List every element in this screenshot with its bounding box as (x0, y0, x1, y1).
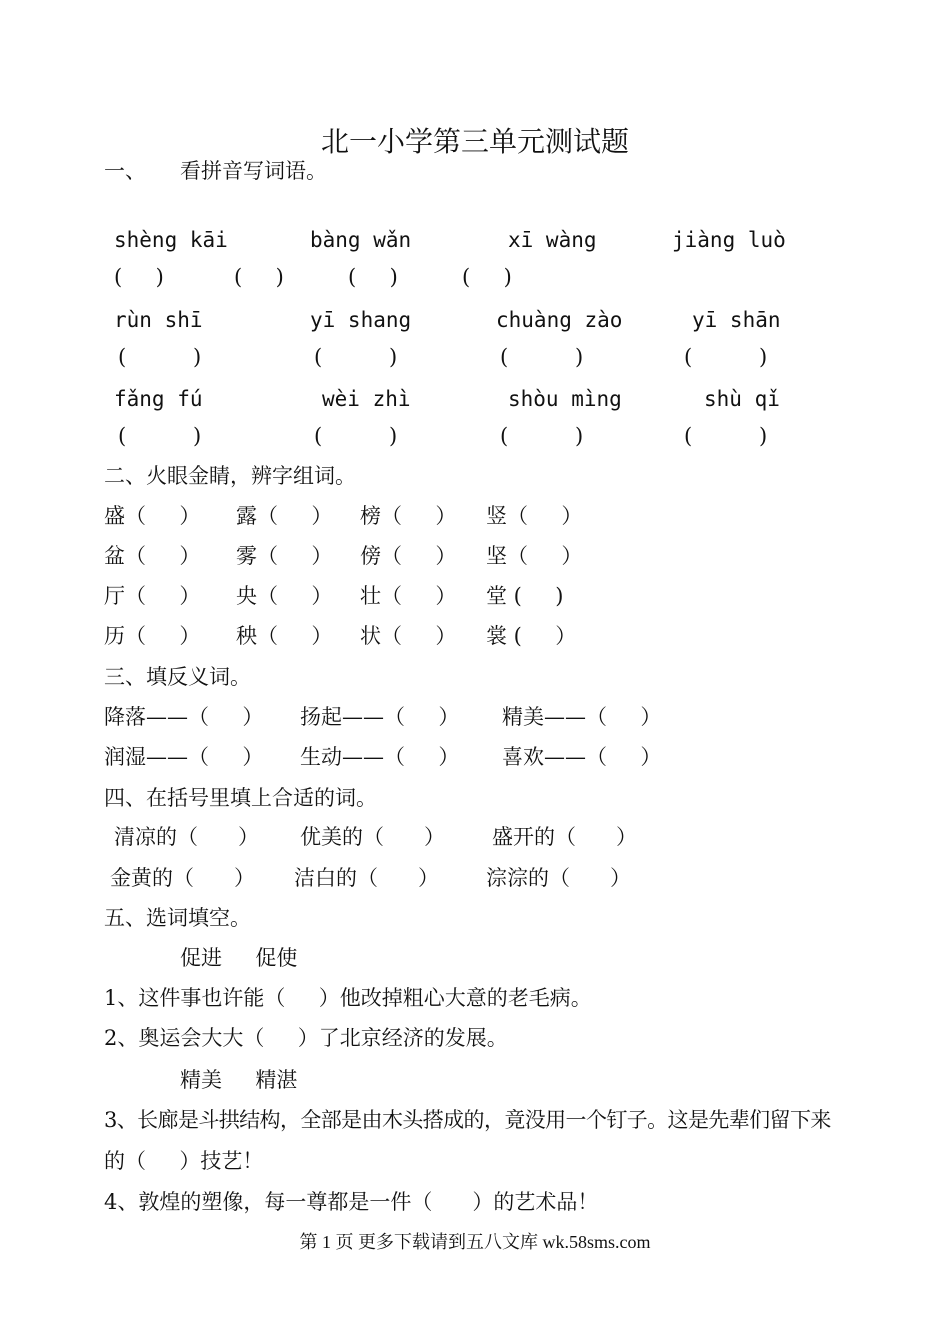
section-1-heading: 看拼音写词语。 (180, 159, 327, 183)
question-1[interactable]: 1、这件事也许能（ ）他改掉粗心大意的老毛病。 (104, 986, 592, 1010)
pinyin: shù qǐ (704, 387, 780, 411)
antonym-item[interactable]: 精美——（ ） (502, 705, 662, 729)
section-1-number: 一、 (104, 159, 146, 183)
answer-blank[interactable]: ( ) (314, 345, 398, 369)
word-choices-1: 促进 促使 (180, 946, 298, 970)
char-item[interactable]: 露（ ） (236, 504, 333, 528)
char-item[interactable]: 盆（ ） (104, 544, 201, 568)
pinyin: bàng wǎn (310, 228, 412, 252)
section-4-heading: 四、在括号里填上合适的词。 (104, 786, 377, 810)
pinyin: yī shang (310, 308, 412, 332)
antonym-item[interactable]: 润湿——（ ） (104, 745, 264, 769)
antonym-item[interactable]: 降落——（ ） (104, 705, 264, 729)
section-3-heading: 三、填反义词。 (104, 665, 251, 689)
char-item[interactable]: 竖（ ） (486, 504, 583, 528)
char-item[interactable]: 厅（ ） (104, 584, 201, 608)
answer-blank[interactable]: ( ) (114, 265, 164, 289)
pinyin: wèi zhì (322, 387, 411, 411)
char-item[interactable]: 傍（ ） (360, 544, 457, 568)
answer-blank[interactable]: ( ) (684, 424, 768, 448)
pinyin: shòu mìng (508, 387, 622, 411)
char-item[interactable]: 雾（ ） (236, 544, 333, 568)
pinyin: rùn shī (114, 308, 203, 332)
pinyin: yī shān (692, 308, 781, 332)
question-3-line-1[interactable]: 3、长廊是斗拱结构，全部是由木头搭成的，竟没用一个钉子。这是先辈们留下来 (104, 1108, 831, 1132)
page-footer: 第 1 页 更多下载请到五八文库 wk.58sms.com (299, 1232, 651, 1252)
question-3-line-2[interactable]: 的（ ）技艺！ (104, 1149, 264, 1173)
char-item[interactable]: 盛（ ） (104, 504, 201, 528)
char-item[interactable]: 榜（ ） (360, 504, 457, 528)
answer-blank[interactable]: ( ) (684, 345, 768, 369)
char-item[interactable]: 坚（ ） (486, 544, 583, 568)
char-item[interactable]: 堂 ( ) (486, 584, 564, 608)
pinyin: jiàng luò (672, 228, 786, 252)
antonym-item[interactable]: 喜欢——（ ） (502, 745, 662, 769)
question-2[interactable]: 2、奥运会大大（ ）了北京经济的发展。 (104, 1026, 508, 1050)
pinyin: fǎng fú (114, 387, 203, 411)
answer-blank[interactable]: ( ) (500, 345, 584, 369)
pinyin: chuàng zào (496, 308, 623, 332)
pinyin: xī wàng (508, 228, 597, 252)
word-choices-2: 精美 精湛 (180, 1068, 298, 1092)
char-item[interactable]: 秧（ ） (236, 624, 333, 648)
adjective-item[interactable]: 洁白的（ ） (294, 866, 440, 890)
section-2-heading: 二、火眼金睛，辨字组词。 (104, 464, 356, 488)
answer-blank[interactable]: ( ) (118, 345, 202, 369)
char-item[interactable]: 历（ ） (104, 624, 201, 648)
pinyin: shèng kāi (114, 228, 228, 252)
char-item[interactable]: 裳 ( ） (486, 624, 577, 648)
section-5-heading: 五、选词填空。 (104, 906, 251, 930)
char-item[interactable]: 央（ ） (236, 584, 333, 608)
answer-blank[interactable]: ( ) (462, 265, 512, 289)
adjective-item[interactable]: 清凉的（ ） (114, 825, 260, 849)
adjective-item[interactable]: 金黄的（ ） (110, 866, 256, 890)
answer-blank[interactable]: ( ) (348, 265, 398, 289)
adjective-item[interactable]: 淙淙的（ ） (486, 866, 632, 890)
question-4[interactable]: 4、敦煌的塑像，每一尊都是一件（ ）的艺术品！ (104, 1190, 599, 1214)
char-item[interactable]: 壮（ ） (360, 584, 457, 608)
answer-blank[interactable]: ( ) (118, 424, 202, 448)
antonym-item[interactable]: 生动——（ ） (300, 745, 460, 769)
answer-blank[interactable]: ( ) (500, 424, 584, 448)
page-title: 北一小学第三单元测试题 (320, 125, 629, 158)
adjective-item[interactable]: 盛开的（ ） (492, 825, 638, 849)
char-item[interactable]: 状（ ） (360, 624, 457, 648)
answer-blank[interactable]: ( ) (314, 424, 398, 448)
answer-blank[interactable]: ( ) (234, 265, 284, 289)
antonym-item[interactable]: 扬起——（ ） (300, 705, 460, 729)
adjective-item[interactable]: 优美的（ ） (300, 825, 446, 849)
